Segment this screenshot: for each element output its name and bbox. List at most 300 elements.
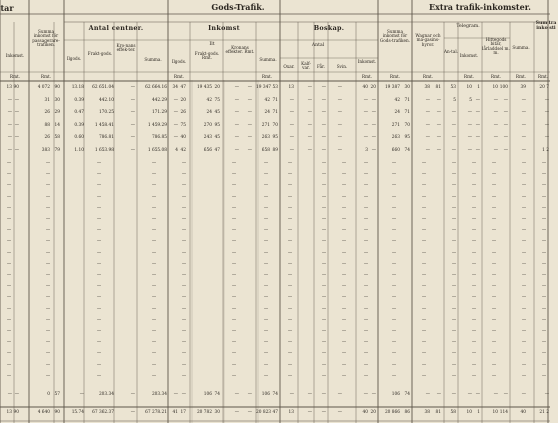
table-cell: 30 — [214, 410, 220, 415]
empty-dash: — — [541, 239, 547, 245]
fraktgods-rmt-header: Frakt-gods. Rmt. — [194, 51, 220, 61]
empty-dash: — — [421, 194, 427, 200]
empty-dash: — — [263, 172, 269, 178]
empty-dash: — — [521, 373, 527, 379]
rmt-label: Rmt. — [173, 74, 185, 79]
table-cell: — — [307, 110, 312, 116]
empty-dash: — — [421, 351, 427, 357]
table-cell: 19 435 — [196, 85, 212, 90]
table-cell: 271 — [261, 122, 270, 128]
table-cell: 62 651.04 — [92, 85, 114, 90]
table-cell: 57 — [54, 392, 60, 397]
empty-dash: — — [231, 362, 237, 368]
empty-dash: — — [321, 261, 327, 267]
empty-dash: — — [287, 373, 293, 379]
empty-dash: — — [321, 351, 327, 357]
empty-dash: — — [321, 340, 327, 346]
ilgods-inkomst-header: Ilgods. — [171, 59, 187, 64]
empty-dash: — — [263, 205, 269, 211]
empty-dash: — — [471, 239, 477, 245]
table-cell: 42 — [206, 97, 212, 103]
table-cell: 786.85 — [151, 135, 167, 141]
empty-dash: — — [421, 250, 427, 256]
table-cell: 1 458.41 — [94, 122, 114, 128]
table-cell: 71 — [404, 97, 410, 103]
empty-dash: — — [181, 340, 187, 346]
empty-dash: — — [151, 172, 157, 178]
empty-dash: — — [263, 340, 269, 346]
empty-dash: — — [45, 317, 51, 323]
table-cell: 263 — [261, 135, 270, 141]
table-cell: — — [247, 110, 252, 116]
summa-header-1: Summa. — [144, 57, 162, 62]
empty-dash: — — [151, 351, 157, 357]
empty-dash: — — [231, 205, 237, 211]
empty-dash: — — [471, 205, 477, 211]
rmt-label: Rmt. — [361, 74, 373, 79]
empty-dash: — — [45, 306, 51, 312]
rmt-label: Rmt. — [537, 74, 549, 79]
empty-dash: — — [45, 284, 51, 290]
empty-dash: — — [391, 362, 397, 368]
empty-dash: — — [541, 340, 547, 346]
table-cell: — — [521, 392, 526, 397]
empty-dash: — — [491, 250, 497, 256]
table-cell: 79 — [54, 148, 60, 153]
empty-dash: — — [491, 317, 497, 323]
empty-dash: — — [263, 228, 269, 234]
table-cell: 24 — [394, 110, 400, 116]
empty-dash: — — [263, 317, 269, 323]
empty-dash: — — [341, 329, 347, 334]
empty-dash: — — [287, 306, 293, 312]
empty-dash: — — [521, 306, 527, 312]
table-cell: 106 — [261, 392, 270, 397]
table-cell: 39 — [520, 85, 526, 90]
right-header-fragment: Sum tra inko sti — [535, 21, 557, 31]
empty-dash: — — [363, 284, 369, 290]
empty-dash: — — [96, 239, 102, 245]
empty-dash: — — [45, 373, 51, 379]
table-cell: 88 — [44, 122, 50, 128]
empty-dash: — — [541, 161, 547, 166]
table-cell: 26 — [44, 110, 50, 116]
table-cell: 10 — [492, 410, 498, 415]
table-cell: — — [321, 148, 326, 153]
empty-dash: — — [6, 239, 12, 245]
table-cell: 70 — [404, 122, 410, 128]
table-cell: — — [130, 97, 135, 103]
empty-dash: — — [151, 306, 157, 312]
empty-dash: — — [6, 273, 12, 278]
table-cell: — — [307, 135, 312, 141]
empty-dash: — — [363, 373, 369, 379]
empty-dash: — — [6, 284, 12, 290]
kronans-effekter-rmt-header: Kronans effekter. Rmt. — [225, 45, 255, 55]
table-cell: — — [337, 97, 342, 103]
empty-dash: — — [391, 205, 397, 211]
empty-dash: — — [391, 183, 397, 189]
empty-dash: — — [263, 306, 269, 312]
empty-dash: — — [451, 161, 457, 166]
table-cell: — — [363, 97, 368, 103]
empty-dash: — — [471, 228, 477, 234]
table-cell: 67 278.21 — [145, 410, 167, 415]
empty-dash: — — [45, 295, 51, 301]
table-cell: 95 — [404, 135, 410, 141]
table-cell: 26 — [180, 110, 186, 116]
table-cell: 0.39 — [74, 97, 84, 103]
table-cell: — — [371, 392, 376, 397]
empty-dash: — — [341, 362, 347, 368]
table-cell: 263 — [391, 135, 400, 141]
empty-dash: — — [391, 329, 397, 334]
table-cell: — — [503, 97, 508, 103]
table-cell: 31 — [44, 97, 50, 103]
empty-dash: — — [151, 239, 157, 245]
table-cell: 90 — [54, 85, 60, 90]
empty-dash: — — [6, 228, 12, 234]
empty-dash: — — [471, 273, 477, 278]
table-cell: — — [321, 392, 326, 397]
empty-dash: — — [521, 239, 527, 245]
svin-header: Svin. — [336, 64, 348, 69]
table-cell: — — [493, 97, 498, 103]
empty-dash: — — [471, 194, 477, 200]
table-cell: 203.34 — [151, 392, 167, 397]
empty-dash: — — [96, 250, 102, 256]
empty-dash: — — [521, 194, 527, 200]
table-cell: 45 — [214, 110, 220, 116]
empty-dash: — — [151, 273, 157, 278]
table-cell: 41 — [172, 410, 178, 415]
table-cell: — — [234, 135, 239, 141]
table-cell: 90 — [13, 410, 19, 415]
empty-dash: — — [263, 351, 269, 357]
summa-gods-header: Summa inkomst för Gods-trafiken. — [379, 29, 411, 43]
table-cell: — — [234, 110, 239, 116]
table-cell: — — [337, 392, 342, 397]
table-cell: — — [14, 392, 19, 397]
empty-dash: — — [321, 183, 327, 189]
table-cell: — — [544, 110, 549, 116]
table-cell: 47 — [180, 85, 186, 90]
rmt-label: Rmt. — [515, 74, 527, 79]
empty-dash: — — [521, 351, 527, 357]
table-cell: — — [503, 392, 508, 397]
table-cell: 106 — [391, 392, 400, 397]
empty-dash: — — [341, 228, 347, 234]
antal-subheader: Antal — [311, 43, 325, 48]
empty-dash: — — [151, 329, 157, 334]
empty-dash: — — [541, 273, 547, 278]
empty-dash: — — [6, 261, 12, 267]
table-cell: — — [307, 410, 312, 415]
rmt-label: Rmt. — [490, 74, 502, 79]
empty-dash: — — [263, 329, 269, 334]
empty-dash: — — [231, 329, 237, 334]
empty-dash: — — [96, 217, 102, 222]
empty-dash: — — [6, 217, 12, 222]
table-cell: 58 — [54, 135, 60, 141]
empty-dash: — — [471, 295, 477, 301]
empty-dash: — — [6, 183, 12, 189]
empty-dash: — — [363, 340, 369, 346]
table-cell: — — [321, 85, 326, 90]
empty-dash: — — [541, 362, 547, 368]
empty-dash: — — [96, 172, 102, 178]
table-cell: — — [363, 110, 368, 116]
extra-trafik-title: Extra trafik-inkomster. — [429, 2, 531, 12]
table-cell: 20 — [180, 97, 186, 103]
empty-dash: — — [181, 306, 187, 312]
empty-dash: — — [287, 161, 293, 166]
empty-dash: — — [321, 250, 327, 256]
table-cell: — — [493, 392, 498, 397]
empty-dash: — — [391, 217, 397, 222]
empty-dash: — — [421, 373, 427, 379]
empty-dash: — — [341, 194, 347, 200]
ilt-subheader: Ilt — [209, 42, 215, 47]
table-cell: 47 — [272, 410, 278, 415]
table-cell: — — [425, 135, 430, 141]
empty-dash: — — [471, 284, 477, 290]
empty-dash: — — [341, 284, 347, 290]
empty-dash: — — [471, 373, 477, 379]
empty-dash: — — [151, 250, 157, 256]
empty-dash: — — [231, 172, 237, 178]
empty-dash: — — [151, 161, 157, 166]
table-cell: — — [173, 392, 178, 397]
empty-dash: — — [451, 373, 457, 379]
table-cell: 0 — [47, 392, 50, 397]
vagnar-header: Wagnar och ma-gasins-hyror. — [415, 33, 441, 47]
table-cell: — — [363, 392, 368, 397]
empty-dash: — — [521, 161, 527, 166]
empty-dash: — — [363, 228, 369, 234]
empty-dash: — — [321, 161, 327, 166]
empty-dash: — — [341, 340, 347, 346]
table-cell: — — [467, 392, 472, 397]
inkomst-boskap-header: Inkomst. — [357, 59, 377, 64]
empty-dash: — — [341, 261, 347, 267]
table-cell: — — [234, 85, 239, 90]
empty-dash: — — [421, 340, 427, 346]
empty-dash: — — [471, 161, 477, 166]
empty-dash: — — [421, 273, 427, 278]
empty-dash: — — [6, 373, 12, 379]
left-inkomst-header: Inkomst. — [5, 53, 25, 58]
empty-dash: — — [321, 228, 327, 234]
empty-dash: — — [471, 261, 477, 267]
empty-dash: — — [287, 239, 293, 245]
table-cell: 47 — [214, 148, 220, 153]
table-cell: 20 823 — [256, 410, 272, 415]
empty-dash: — — [96, 329, 102, 334]
empty-dash: — — [321, 194, 327, 200]
table-cell: 100 — [499, 85, 508, 90]
table-cell: — — [451, 148, 456, 153]
table-cell: 5 — [453, 97, 456, 103]
empty-dash: — — [263, 362, 269, 368]
table-cell: — — [521, 148, 526, 153]
empty-dash: — — [321, 317, 327, 323]
rmt-label: Rmt. — [389, 74, 401, 79]
empty-dash: — — [287, 317, 293, 323]
table-cell: — — [173, 97, 178, 103]
empty-dash: — — [363, 250, 369, 256]
empty-dash: — — [321, 329, 327, 334]
table-cell: — — [436, 110, 441, 116]
table-cell: 5 — [469, 97, 472, 103]
empty-dash: — — [391, 161, 397, 166]
empty-dash: — — [6, 329, 12, 334]
table-cell: 17 — [180, 410, 186, 415]
table-cell: 81 — [435, 85, 441, 90]
table-cell: — — [7, 110, 12, 116]
table-cell: 243 — [203, 135, 212, 141]
table-cell: 20 782 — [196, 410, 212, 415]
table-cell: — — [247, 135, 252, 141]
table-cell: — — [7, 392, 12, 397]
empty-dash: — — [181, 284, 187, 290]
empty-dash: — — [341, 239, 347, 245]
table-cell: — — [130, 148, 135, 153]
table-cell: — — [321, 122, 326, 128]
empty-dash: — — [391, 194, 397, 200]
empty-dash: — — [6, 194, 12, 200]
table-cell: — — [234, 392, 239, 397]
empty-dash: — — [287, 172, 293, 178]
empty-dash: — — [341, 250, 347, 256]
table-cell: 13 — [288, 410, 294, 415]
empty-dash: — — [521, 273, 527, 278]
empty-dash: — — [151, 340, 157, 346]
table-cell: 10 — [466, 85, 472, 90]
table-cell: — — [475, 135, 480, 141]
table-cell: — — [493, 122, 498, 128]
table-cell: 3 — [365, 148, 368, 153]
table-cell: 40 — [520, 410, 526, 415]
empty-dash: — — [6, 351, 12, 357]
table-cell: 1 — [477, 410, 480, 415]
empty-dash: — — [363, 217, 369, 222]
empty-dash: — — [491, 205, 497, 211]
empty-dash: — — [421, 317, 427, 323]
table-cell: 1 2 — [542, 148, 549, 153]
empty-dash: — — [363, 295, 369, 301]
table-cell: — — [307, 392, 312, 397]
empty-dash: — — [45, 161, 51, 166]
table-cell: 74 — [404, 392, 410, 397]
table-cell: 40 — [362, 410, 368, 415]
empty-dash: — — [451, 362, 457, 368]
rmt-label: Rmt. — [40, 74, 52, 79]
empty-dash: — — [421, 261, 427, 267]
table-cell: 30 — [404, 85, 410, 90]
table-cell: 45 — [214, 135, 220, 141]
empty-dash: — — [181, 329, 187, 334]
table-cell: — — [321, 110, 326, 116]
empty-dash: — — [263, 284, 269, 290]
empty-dash: — — [181, 261, 187, 267]
empty-dash: — — [45, 183, 51, 189]
empty-dash: — — [491, 362, 497, 368]
table-cell: 271 — [391, 122, 400, 128]
empty-dash: — — [451, 228, 457, 234]
kalfvar-header: Kalf-var. — [301, 61, 311, 71]
table-cell: — — [475, 392, 480, 397]
table-cell: 24 — [206, 110, 212, 116]
table-cell: — — [451, 110, 456, 116]
empty-dash: — — [363, 329, 369, 334]
table-cell: 20 — [370, 85, 376, 90]
table-cell: — — [363, 135, 368, 141]
empty-dash: — — [263, 295, 269, 301]
empty-dash: — — [45, 239, 51, 245]
table-cell: 58 — [450, 410, 456, 415]
empty-dash: — — [341, 183, 347, 189]
empty-dash: — — [341, 172, 347, 178]
table-cell: — — [14, 148, 19, 153]
empty-dash: — — [471, 351, 477, 357]
table-cell: 38 — [424, 85, 430, 90]
table-cell: 20 — [370, 410, 376, 415]
empty-dash: — — [541, 183, 547, 189]
empty-dash: — — [231, 351, 237, 357]
table-cell: — — [289, 148, 294, 153]
empty-dash: — — [491, 183, 497, 189]
empty-dash: — — [421, 284, 427, 290]
table-cell: — — [307, 148, 312, 153]
table-cell: 786.81 — [98, 135, 114, 141]
empty-dash: — — [491, 351, 497, 357]
empty-dash: — — [451, 194, 457, 200]
table-cell: 53 — [272, 85, 278, 90]
empty-dash: — — [321, 306, 327, 312]
empty-dash: — — [321, 284, 327, 290]
table-cell: — — [14, 110, 19, 116]
summa-header-3: Summa. — [512, 45, 530, 50]
table-cell: 74 — [214, 392, 220, 397]
table-cell: — — [247, 85, 252, 90]
table-cell: 20 866 — [384, 410, 400, 415]
empty-dash: — — [521, 261, 527, 267]
empty-dash: — — [181, 295, 187, 301]
table-cell: 30 — [54, 97, 60, 103]
table-cell: — — [544, 97, 549, 103]
table-cell: 1 — [477, 85, 480, 90]
empty-dash: — — [321, 205, 327, 211]
table-cell: — — [321, 410, 326, 415]
table-cell: — — [173, 135, 178, 141]
table-cell: 170.25 — [98, 110, 114, 116]
empty-dash: — — [471, 306, 477, 312]
table-cell: — — [451, 392, 456, 397]
table-cell: — — [289, 122, 294, 128]
table-cell: — — [475, 148, 480, 153]
table-cell: — — [425, 122, 430, 128]
table-cell: — — [247, 148, 252, 153]
table-cell: — — [371, 110, 376, 116]
empty-dash: — — [391, 340, 397, 346]
empty-dash: — — [451, 273, 457, 278]
empty-dash: — — [181, 373, 187, 379]
table-cell: — — [475, 122, 480, 128]
empty-dash: — — [151, 284, 157, 290]
table-cell: 74 — [404, 148, 410, 153]
empty-dash: — — [96, 373, 102, 379]
